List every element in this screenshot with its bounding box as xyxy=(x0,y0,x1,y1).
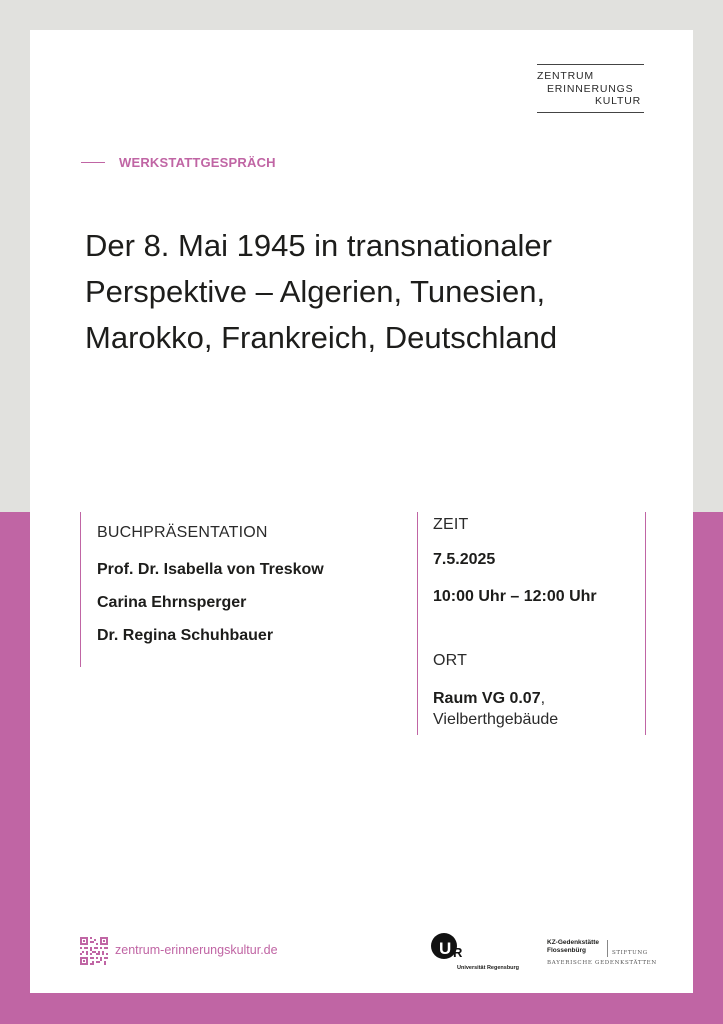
logo-bottom-rule xyxy=(537,112,644,113)
kz-flossenbuerg-logo xyxy=(547,939,599,955)
event-building: Vielberthgebäude xyxy=(433,711,559,728)
kicker-dash xyxy=(81,162,105,163)
svg-text:R: R xyxy=(453,945,463,960)
title-line-2: Perspektive – Algerien, Tunesien, xyxy=(85,274,546,309)
place-label: ORT xyxy=(433,652,468,669)
presentation-label: BUCHPRÄSENTATION xyxy=(97,524,268,541)
website-link[interactable]: zentrum-erinnerungskultur.de xyxy=(115,943,278,957)
bayerische-gedenkstaetten-label: BAYERISCHE GEDENKSTÄTTEN xyxy=(547,960,657,966)
speaker-2: Carina Ehrnsperger xyxy=(97,594,247,611)
event-date: 7.5.2025 xyxy=(433,551,496,568)
speaker-1: Prof. Dr. Isabella von Treskow xyxy=(97,561,324,578)
logo-line-3: KULTUR xyxy=(595,95,642,107)
page-title xyxy=(85,223,675,361)
kz-divider xyxy=(607,940,608,957)
time-label: ZEIT xyxy=(433,516,469,533)
kz-line-1: KZ-Gedenkstätte xyxy=(547,939,600,946)
poster-card xyxy=(30,30,693,993)
event-room xyxy=(433,688,545,708)
qr-code-icon[interactable] xyxy=(80,937,108,965)
logo-line-1: ZENTRUM xyxy=(537,70,594,82)
schedule-column xyxy=(417,512,646,735)
room-separator: , xyxy=(540,690,546,707)
logo-line-2: ERINNERUNGS xyxy=(547,82,634,95)
presentation-column xyxy=(80,512,381,667)
stiftung-label: STIFTUNG xyxy=(612,950,648,956)
speaker-3: Dr. Regina Schuhbauer xyxy=(97,627,274,644)
event-time: 10:00 Uhr – 12:00 Uhr xyxy=(433,588,597,605)
event-type-label: WERKSTATTGESPRÄCH xyxy=(119,155,276,170)
room-number: Raum VG 0.07 xyxy=(433,690,541,707)
kz-line-2: Flossenbürg xyxy=(547,947,587,954)
svg-text:U: U xyxy=(439,939,452,958)
title-line-3: Marokko, Frankreich, Deutschland xyxy=(85,320,558,355)
title-line-1: Der 8. Mai 1945 in transnationaler xyxy=(85,228,552,263)
university-caption: Universität Regensburg xyxy=(457,965,520,971)
zentrum-erinnerungskultur-logo xyxy=(537,64,644,113)
event-type xyxy=(81,155,276,170)
